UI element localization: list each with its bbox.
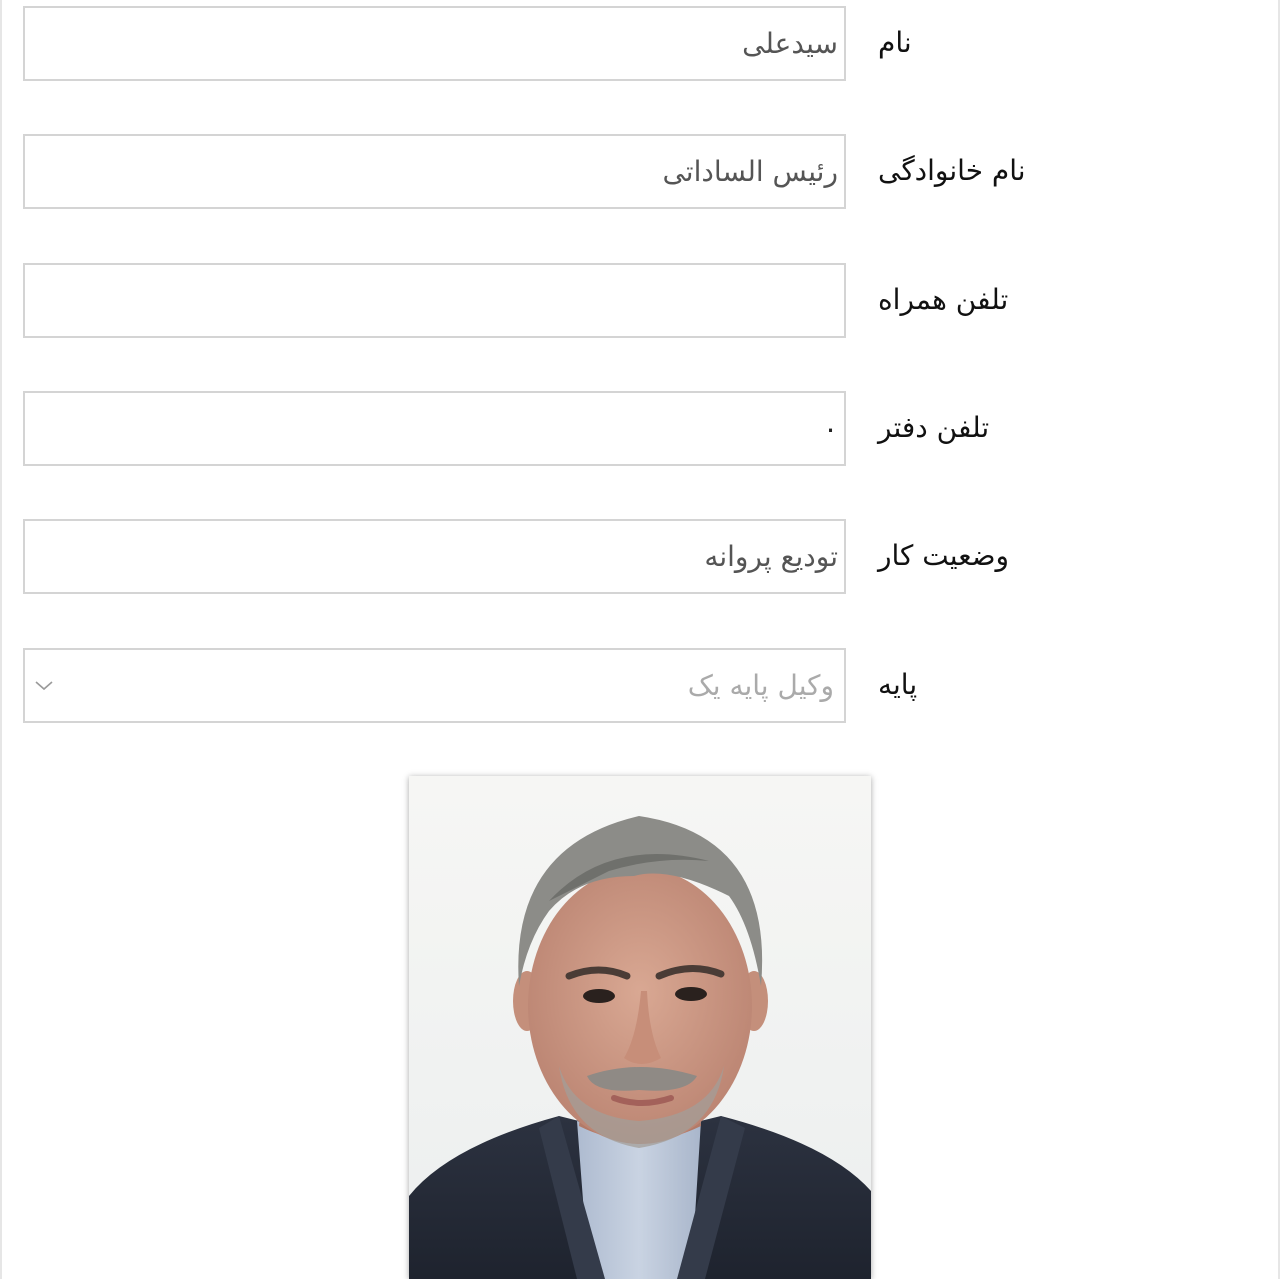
work-status-value: تودیع پروانه: [704, 540, 838, 573]
last-name-value: رئیس الساداتی: [662, 155, 838, 188]
first-name-label: نام: [878, 26, 912, 59]
profile-photo: [409, 776, 871, 1279]
grade-label: پایه: [878, 668, 918, 701]
last-name-field[interactable]: [23, 134, 846, 209]
portrait-image: [409, 776, 871, 1279]
mobile-phone-label: تلفن همراه: [878, 283, 1009, 316]
chevron-down-icon: [33, 674, 55, 696]
grade-value: وکیل پایه یک: [687, 669, 834, 702]
mobile-phone-row: [0, 263, 1280, 337]
first-name-field[interactable]: [23, 6, 846, 81]
grade-row: [0, 648, 1280, 722]
grade-select[interactable]: [23, 648, 846, 723]
office-phone-row: [0, 391, 1280, 465]
work-status-field[interactable]: [23, 519, 846, 594]
last-name-label: نام خانوادگی: [878, 154, 1026, 187]
office-phone-field[interactable]: [23, 391, 846, 466]
work-status-row: [0, 519, 1280, 593]
last-name-row: [0, 134, 1280, 208]
mobile-phone-field[interactable]: [23, 263, 846, 338]
first-name-value: سیدعلی: [742, 27, 838, 60]
office-phone-label: تلفن دفتر: [878, 411, 990, 444]
work-status-label: وضعیت کار: [878, 539, 1010, 572]
first-name-row: [0, 6, 1280, 80]
office-phone-value: ۰: [822, 412, 838, 445]
